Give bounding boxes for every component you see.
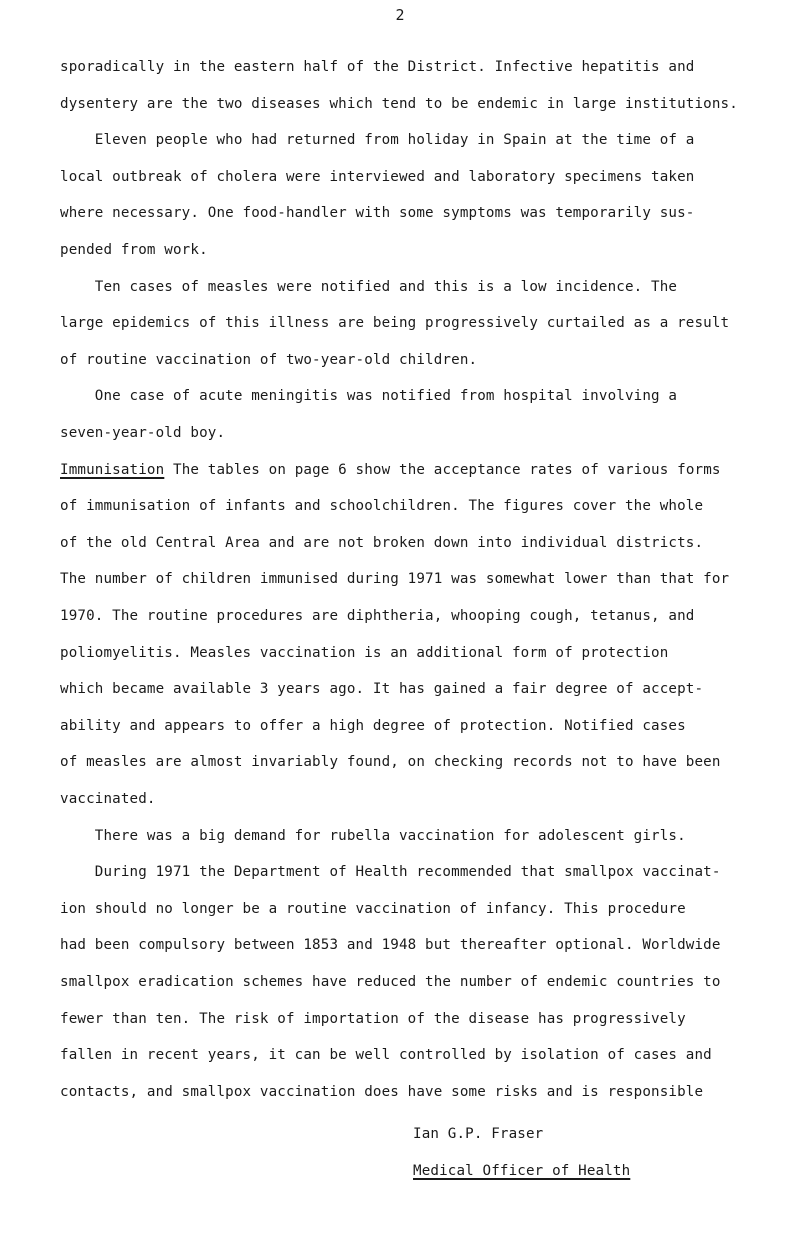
- text-line: had been compulsory between 1853 and 1948 but thereafter optional. Worldwide: [60, 937, 721, 954]
- text-line: fallen in recent years, it can be well controlled by isolation of cases and: [60, 1047, 712, 1064]
- text-line: poliomyelitis. Measles vaccination is an additional form of protection: [60, 644, 669, 661]
- immunisation-paragraph-start: [60, 460, 721, 480]
- text-line: sporadically in the eastern half of the District. Infective hepatitis and: [60, 59, 695, 75]
- text-line: contacts, and smallpox vaccination does have some risks and is responsible: [60, 1083, 704, 1100]
- text-line: local outbreak of cholera were interviewed and laboratory specimens taken: [60, 168, 695, 185]
- signature-title: Medical Officer of Health: [413, 1163, 631, 1179]
- page-number: 2: [395, 6, 405, 24]
- text-line: smallpox eradication schemes have reduced the number of endemic countries to: [60, 974, 721, 990]
- text-line: The tables on page 6 show the acceptance rates of various forms: [173, 461, 721, 478]
- text-line: of measles are almost invariably found, on checking records not to have been: [60, 754, 721, 771]
- text-line: One case of acute meningitis was notified from hospital involving a: [60, 388, 678, 405]
- signature-name: Ian G.P. Fraser: [413, 1126, 544, 1143]
- text-line: There was a big demand for rubella vaccination for adolescent girls.: [60, 827, 686, 844]
- text-line: of the old Central Area and are not broken down into individual districts.: [60, 534, 704, 551]
- text-line: During 1971 the Department of Health recommended that smallpox vaccinat-: [60, 864, 721, 881]
- text-line: of routine vaccination of two-year-old children.: [60, 351, 478, 368]
- text-line: large epidemics of this illness are being progressively curtailed as a result: [60, 315, 730, 332]
- text-line: seven-year-old boy.: [60, 425, 226, 441]
- text-line: fewer than ten. The risk of importation of the disease has progressively: [60, 1010, 686, 1027]
- text-line: where necessary. One food-handler with some symptoms was temporarily sus-: [60, 205, 695, 222]
- section-heading-immunisation: Immunisation: [60, 461, 165, 478]
- text-line: ion should no longer be a routine vaccination of infancy. This procedure: [60, 900, 686, 917]
- text-line: ability and appears to offer a high degree of protection. Notified cases: [60, 717, 686, 734]
- text-line: Ten cases of measles were notified and this is a low incidence. The: [60, 278, 678, 295]
- text-line: which became available 3 years ago. It has gained a fair degree of accept-: [60, 681, 704, 698]
- text-line: vaccinated.: [60, 791, 156, 807]
- text-line: Eleven people who had returned from holiday in Spain at the time of a: [60, 132, 695, 149]
- text-line: dysentery are the two diseases which tend to be endemic in large institutions.: [60, 95, 738, 112]
- text-line: of immunisation of infants and schoolchildren. The figures cover the whole: [60, 498, 704, 515]
- text-line: 1970. The routine procedures are diphtheria, whooping cough, tetanus, and: [60, 608, 695, 624]
- text-line: The number of children immunised during 1971 was somewhat lower than that for: [60, 571, 730, 588]
- text-line: pended from work.: [60, 242, 208, 258]
